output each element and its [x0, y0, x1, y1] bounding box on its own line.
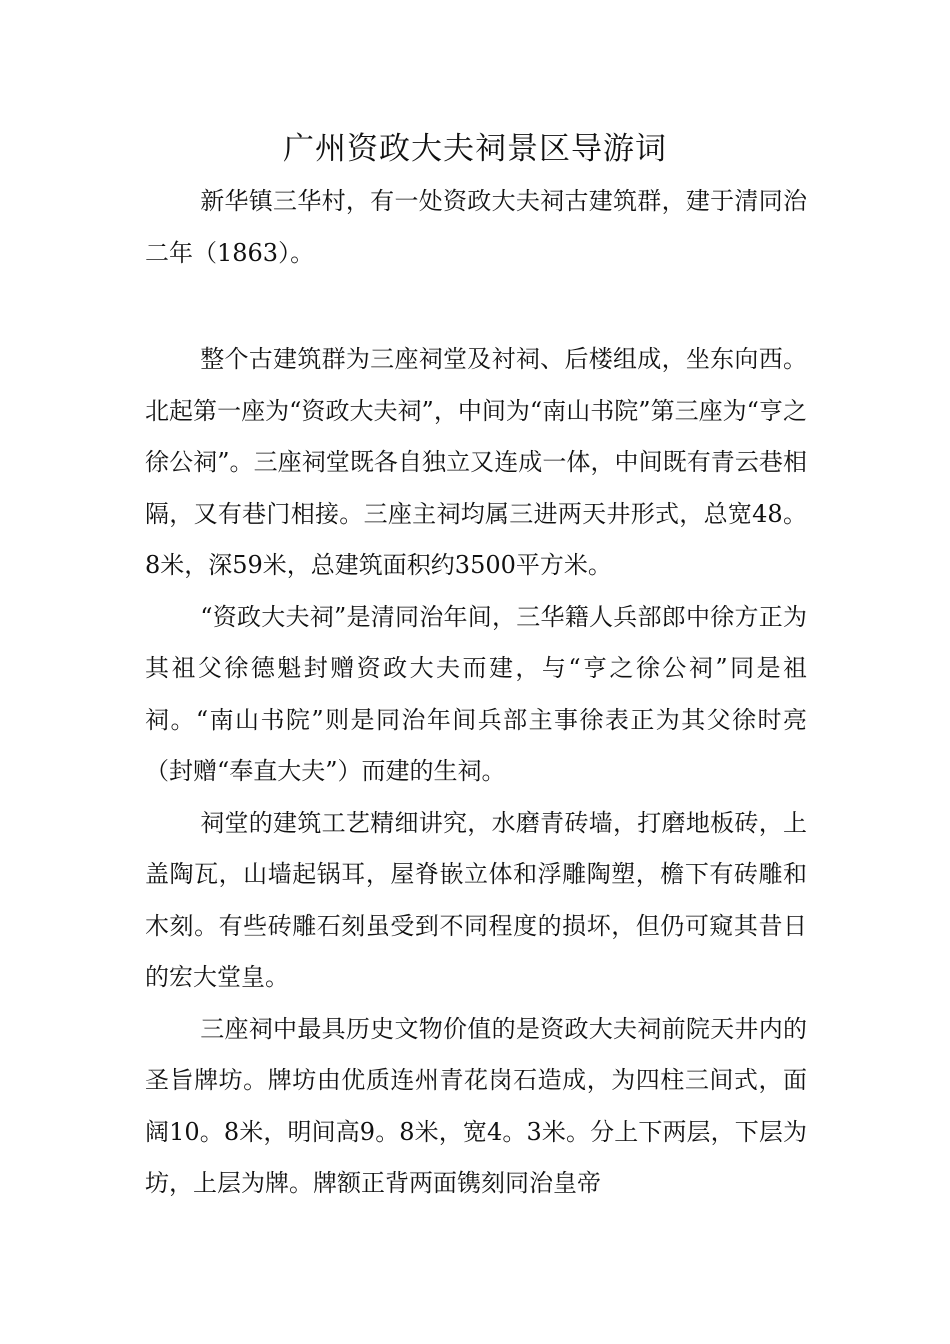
paragraph-history: “资政大夫祠”是清同治年间，三华籍人兵部郎中徐方正为其祖父徐德魁封赠资政大夫而建，与“亨之徐公祠”同是祖祠。“南山书院”则是同治年间兵部主事徐表正为其父徐时亮（封赠“奉直大夫”）而建的生祠。: [145, 602, 807, 785]
document-title: 广州资政大夫祠景区导游词: [283, 131, 667, 167]
document-body: [145, 176, 807, 1210]
paragraph-craftsmanship: 祠堂的建筑工艺精细讲究，水磨青砖墙，打磨地板砖，上盖陶瓦，山墙起锅耳，屋脊嵌立体和浮雕陶塑，檐下有砖雕和木刻。有些砖雕石刻虽受到不同程度的损坏，但仍可窥其昔日的宏大堂皇。: [145, 808, 807, 991]
paragraph-intro: 新华镇三华村，有一处资政大夫祠古建筑群，建于清同治二年（1863）。: [145, 187, 807, 267]
paragraph-archway: 三座祠中最具历史文物价值的是资政大夫祠前院天井内的圣旨牌坊。牌坊由优质连州青花岗石造成，为四柱三间式，面阔10。8米，明间高9。8米，宽4。3米。分上下两层，下层为坊，上层为牌。牌额正背两面镌刻同治皇帝: [145, 1014, 807, 1197]
paragraph-layout: 整个古建筑群为三座祠堂及衬祠、后楼组成，坐东向西。北起第一座为“资政大夫祠”，中间为“南山书院”第三座为“亨之徐公祠”。三座祠堂既各自独立又连成一体，中间既有青云巷相隔，又有巷门相接。三座主祠均属三进两天井形式，总宽48。8米，深59米，总建筑面积约3500平方米。: [145, 345, 807, 579]
